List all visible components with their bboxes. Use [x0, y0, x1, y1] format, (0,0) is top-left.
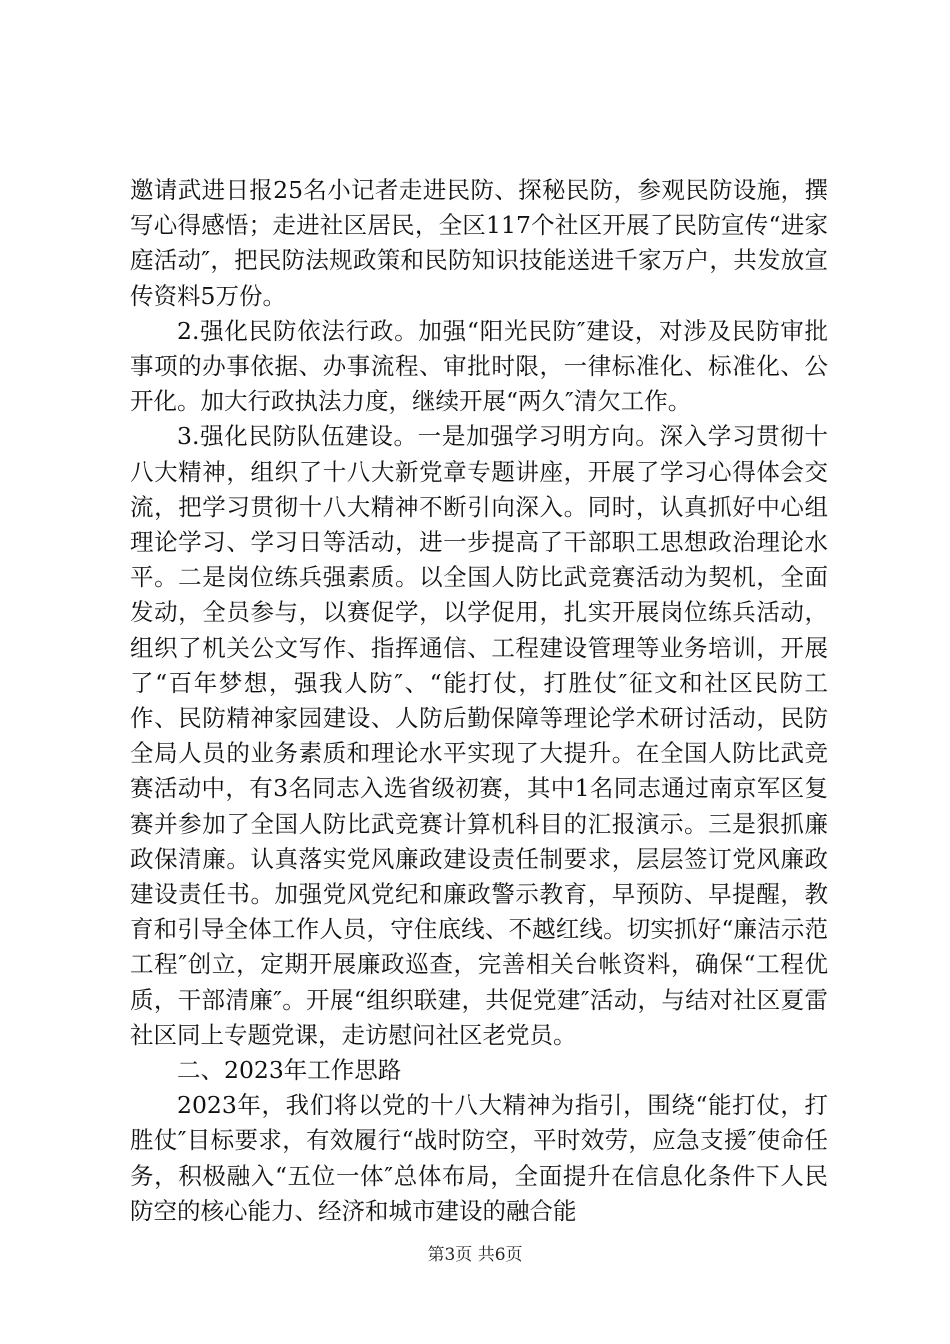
paragraph-item-2: 2.强化民防依法行政。加强“阳光民防″建设，对涉及民防审批事项的办事依据、办事流程、审批时限，一律标准化、标准化、公开化。加大行政执法力度，继续开展“两久″清欠工作。: [130, 316, 828, 416]
paragraph-item-3: 3.强化民防队伍建设。一是加强学习明方向。深入学习贯彻十八大精神，组织了十八大新党章专题讲座，开展了学习心得体会交流，把学习贯彻十八大精神不断引向深入。同时，认真抓好中心组理论学习、学习日等活动，进一步提高了干部职工思想政治理论水平。二是岗位练兵强素质。以全国人防比武竞赛活动为契机，全面发动，全员参与，以赛促学，以学促用，扎实开展岗位练兵活动，组织了机关公文写作、指挥通信、工程建设管理等业务培训，开展了“百年梦想，强我人防″、“能打仗，打胜仗″征文和社区民防工作、民防精神家园建设、人防后勤保障等理论学术研讨活动，民防全局人员的业务素质和理论水平实现了大提升。在全国人防比武竞赛活动中，有3名同志入选省级初赛，其中1名同志通过南京军区复赛并参加了全国人防比武竞赛计算机科目的汇报演示。三是狠抓廉政保清廉。认真落实党风廉政建设责任制要求，层层签订党风廉政建设责任书。加强党风党纪和廉政警示教育，早预防、早提醒，教育和引导全体工作人员，守住底线、不越红线。切实抓好“廉洁示范工程″创立，定期开展廉政巡查，完善相关台帐资料，确保“工程优质，干部清廉″。开展“组织联建，共促党建″活动，与结对社区夏雷社区同上专题党课，走访慰问社区老党员。: [130, 422, 828, 1049]
paragraph-continuation: 邀请武进日报25名小记者走进民防、探秘民防，参观民防设施，撰写心得感悟；走进社区居民，全区117个社区开展了民防宣传“进家庭活动″，把民防法规政策和民防知识技能送进千家万户，共发放宣传资料5万份。: [130, 176, 828, 310]
page-footer: 第3页 共6页: [427, 1245, 523, 1265]
section-heading: 二、2023年工作思路: [177, 1056, 402, 1085]
paragraph-work-plan: 2023年，我们将以党的十八大精神为指引，围绕“能打仗，打胜仗″目标要求，有效履行“战时防空，平时效劳，应急支援″使命任务，积极融入“五位一体″总体布局，全面提升在信息化条件下人民防空的核心能力、经济和城市建设的融合能: [130, 1091, 828, 1225]
document-body: [130, 173, 828, 1229]
